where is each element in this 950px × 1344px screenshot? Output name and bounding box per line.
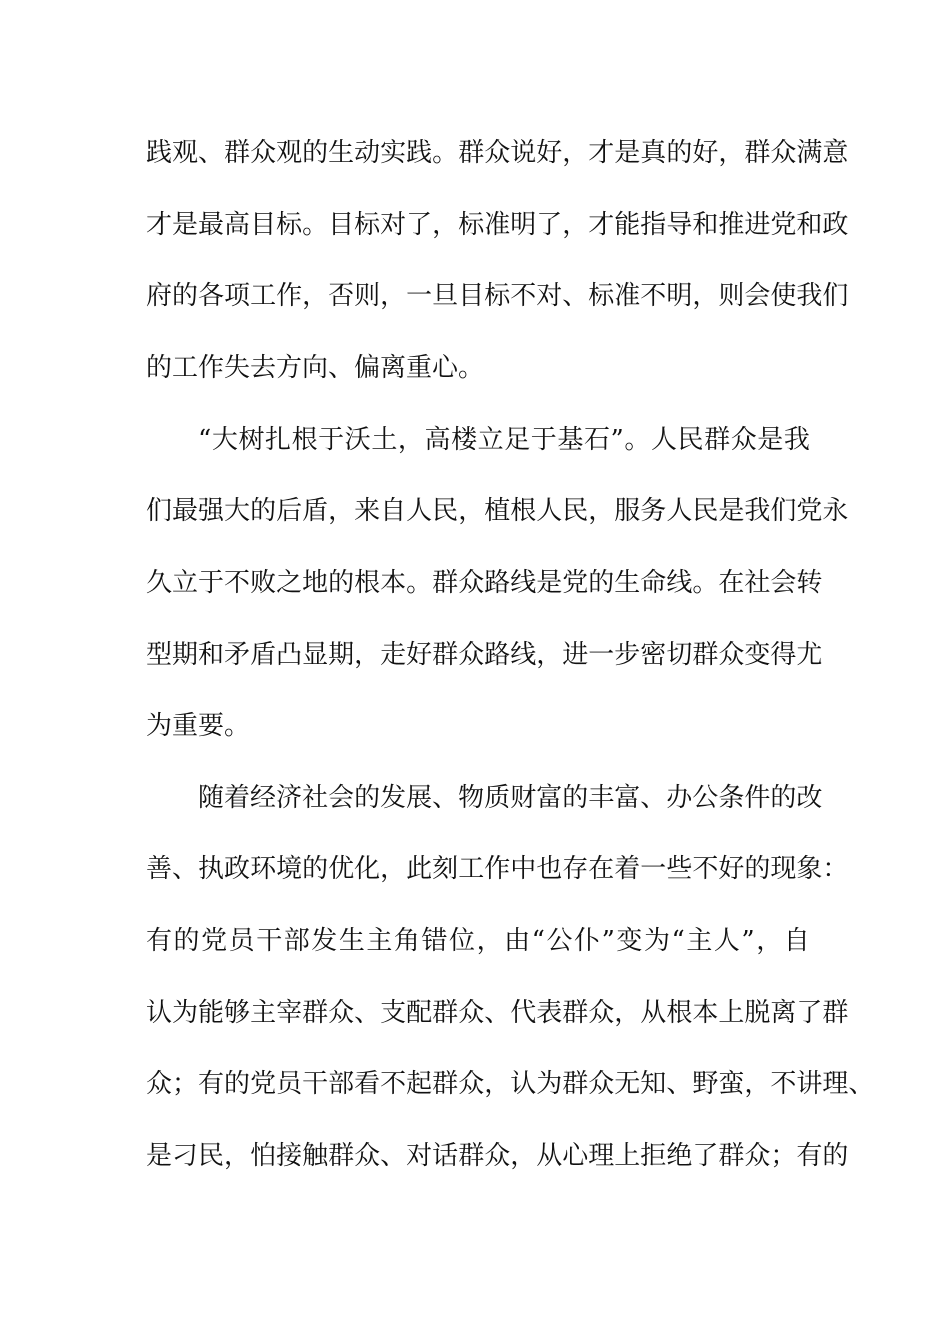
paragraph-line: 为重要。 <box>146 711 251 741</box>
paragraph-line: “ 大 树 扎 根 于 沃 土 ， 高 楼 立 足 于 基 石 ” 。 人 民 群 众 是 我 <box>198 425 810 455</box>
paragraph-line: 众 ； 有 的 党 员 干 部 看 不 起 群 众 ， 认 为 群 众 无 知 、 野 蛮 ， 不 讲 理 、 <box>146 1069 875 1099</box>
paragraph-line: 是 刁 民 ， 怕 接 触 群 众 、 对 话 群 众 ， 从 心 理 上 拒 绝 了 群 众 ； 有 的 <box>146 1141 849 1171</box>
paragraph-line: 久 立 于 不 败 之 地 的 根 本 。 群 众 路 线 是 党 的 生 命 线 。 在 社 会 转 <box>146 568 823 598</box>
paragraph-line: 的工作失去方向、偏离重心。 <box>146 353 485 383</box>
paragraph-line: 们 最 强 大 的 后 盾 ， 来 自 人 民 ， 植 根 人 民 ， 服 务 人 民 是 我 们 党 永 <box>146 496 849 526</box>
paragraph-line: 才 是 最 高 目 标 。 目 标 对 了 ， 标 准 明 了 ， 才 能 指 导 和 推 进 党 和 政 <box>146 210 849 240</box>
paragraph-line: 有 的 党 员 干 部 发 生 主 角 错 位 ， 由 “ 公 仆 ” 变 为 “ 主 人 ” ， 自 <box>146 926 810 956</box>
paragraph-line: 随 着 经 济 社 会 的 发 展 、 物 质 财 富 的 丰 富 、 办 公 条 件 的 改 <box>198 783 823 813</box>
paragraph-line: 型 期 和 矛 盾 凸 显 期 ， 走 好 群 众 路 线 ， 进 一 步 密 切 群 众 变 得 尤 <box>146 640 823 670</box>
paragraph-line: 府 的 各 项 工 作 ， 否 则 ， 一 旦 目 标 不 对 、 标 准 不 明 ， 则 会 使 我 们 <box>146 281 849 311</box>
paragraph-line: 认 为 能 够 主 宰 群 众 、 支 配 群 众 、 代 表 群 众 ， 从 根 本 上 脱 离 了 群 <box>146 998 849 1028</box>
paragraph-line: 践 观 、 群 众 观 的 生 动 实 践 。 群 众 说 好 ， 才 是 真 的 好 ， 群 众 满 意 <box>146 138 849 168</box>
paragraph-line: 善 、 执 政 环 境 的 优 化 ， 此 刻 工 作 中 也 存 在 着 一 些 不 好 的 现 象 ： <box>146 854 849 884</box>
